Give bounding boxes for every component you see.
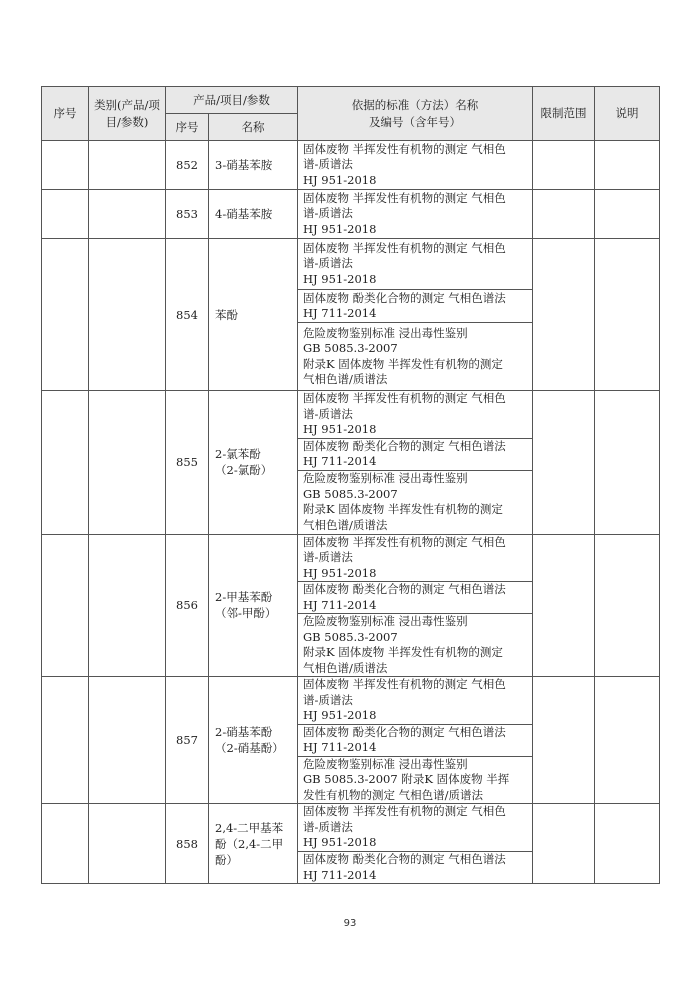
standard-line: 附录K 固体废物 半挥发性有机物的测定 — [303, 356, 503, 371]
cell-note — [595, 804, 660, 884]
standard-line: GB 5085.3-2007 — [303, 629, 398, 644]
standard-line: HJ 951-2018 — [303, 835, 377, 850]
cell-limit — [533, 804, 595, 884]
cell-seq — [42, 804, 89, 884]
table-row — [42, 534, 660, 582]
cell-category — [89, 391, 166, 535]
name-line: 苯酚 — [215, 307, 238, 322]
cell-name — [209, 141, 298, 190]
cell-standard — [298, 582, 533, 614]
cell-name — [209, 190, 298, 239]
standard-line: 危险废物鉴别标准 浸出毒性鉴别 — [303, 471, 468, 485]
standard-line: 固体废物 半挥发性有机物的测定 气相色 — [303, 141, 506, 156]
cell-seq — [42, 190, 89, 239]
cell-standard — [298, 534, 533, 582]
standard-line: HJ 951-2018 — [303, 565, 377, 580]
cell-standard — [298, 852, 533, 884]
standard-line: 气相色谱/质谱法 — [303, 372, 388, 386]
cell-limit — [533, 141, 595, 190]
standard-line: 危险废物鉴别标准 浸出毒性鉴别 — [303, 614, 468, 628]
standard-line: HJ 951-2018 — [303, 221, 377, 236]
cell-standard — [298, 141, 533, 190]
header-category-label: 类别(产品/项目/参数) — [94, 97, 160, 129]
header-standard-line1: 依据的标准（方法）名称 — [351, 97, 479, 112]
cell-seq — [42, 534, 89, 677]
header-standard-line2: 及编号（含年号） — [369, 114, 461, 129]
standard-line: 固体废物 酚类化合物的测定 气相色谱法 — [303, 582, 506, 596]
header-note: 说明 — [595, 87, 660, 141]
header-category — [89, 87, 166, 141]
cell-limit — [533, 391, 595, 535]
name-line: 2-甲基苯酚 — [215, 590, 273, 605]
header-limit: 限制范围 — [533, 87, 595, 141]
standard-line: 固体废物 半挥发性有机物的测定 气相色 — [303, 190, 506, 205]
cell-sub-seq: 856 — [166, 534, 209, 677]
cell-limit — [533, 534, 595, 677]
standard-line: HJ 951-2018 — [303, 708, 377, 722]
name-line: （邻-甲酚） — [215, 606, 277, 621]
table-row — [42, 391, 660, 439]
standard-line: GB 5085.3-2007 — [303, 486, 398, 501]
cell-note — [595, 190, 660, 239]
table-row — [42, 804, 660, 852]
name-line: （2-硝基酚） — [215, 741, 284, 755]
header-sub-seq: 序号 — [166, 114, 209, 141]
cell-standard — [298, 677, 533, 725]
cell-name — [209, 804, 298, 884]
cell-category — [89, 804, 166, 884]
cell-seq — [42, 677, 89, 804]
standard-line: 气相色谱/质谱法 — [303, 660, 388, 675]
standard-line: 发性有机物的测定 气相色谱/质谱法 — [303, 787, 484, 802]
cell-note — [595, 239, 660, 391]
standard-line: HJ 951-2018 — [303, 271, 377, 286]
standard-line: 固体废物 酚类化合物的测定 气相色谱法 — [303, 438, 506, 453]
cell-standard — [298, 239, 533, 290]
cell-sub-seq: 858 — [166, 804, 209, 884]
cell-note — [595, 677, 660, 804]
cell-sub-seq: 855 — [166, 391, 209, 535]
cell-note — [595, 141, 660, 190]
cell-standard — [298, 290, 533, 323]
standard-line: 谱-质谱法 — [303, 157, 353, 172]
cell-note — [595, 391, 660, 535]
name-line: 3-硝基苯胺 — [215, 158, 273, 172]
standard-line: 气相色谱/质谱法 — [303, 517, 388, 532]
standard-line: HJ 711-2014 — [303, 306, 377, 320]
name-line: （2-氯酚） — [215, 463, 273, 478]
standard-line: HJ 711-2014 — [303, 740, 377, 754]
standard-line: 附录K 固体废物 半挥发性有机物的测定 — [303, 645, 503, 659]
cell-note — [595, 534, 660, 677]
header-sub-name: 名称 — [209, 114, 298, 141]
cell-standard — [298, 438, 533, 470]
cell-standard — [298, 724, 533, 756]
cell-limit — [533, 190, 595, 239]
standard-line: 固体废物 半挥发性有机物的测定 气相色 — [303, 391, 506, 405]
table-row — [42, 677, 660, 725]
name-line: 酚（2,4-二甲 — [215, 836, 284, 851]
standard-line: HJ 711-2014 — [303, 867, 377, 882]
table-row — [42, 239, 660, 290]
standard-line: 危险废物鉴别标准 浸出毒性鉴别 — [303, 325, 468, 340]
standard-line: 固体废物 半挥发性有机物的测定 气相色 — [303, 677, 506, 691]
cell-standard — [298, 190, 533, 239]
name-line: 4-硝基苯胺 — [215, 207, 273, 221]
cell-seq — [42, 141, 89, 190]
standard-line: 固体废物 酚类化合物的测定 气相色谱法 — [303, 852, 506, 866]
cell-category — [89, 239, 166, 391]
cell-category — [89, 141, 166, 190]
cell-name — [209, 391, 298, 535]
standard-line: 附录K 固体废物 半挥发性有机物的测定 — [303, 502, 503, 516]
standard-line: HJ 951-2018 — [303, 422, 377, 436]
cell-limit — [533, 239, 595, 391]
cell-category — [89, 190, 166, 239]
standard-line: 谱-质谱法 — [303, 819, 353, 834]
cell-limit — [533, 677, 595, 804]
cell-sub-seq: 854 — [166, 239, 209, 391]
standard-line: 谱-质谱法 — [303, 406, 353, 421]
cell-name — [209, 239, 298, 391]
page-number: 93 — [343, 918, 357, 929]
cell-standard — [298, 391, 533, 439]
standard-line: 危险废物鉴别标准 浸出毒性鉴别 — [303, 756, 468, 771]
cell-name — [209, 677, 298, 804]
cell-name — [209, 534, 298, 677]
name-line: 2-氯苯酚 — [215, 447, 261, 462]
name-line: 2,4-二甲基苯 — [215, 820, 284, 835]
header-seq: 序号 — [42, 87, 89, 141]
table-row — [42, 190, 660, 239]
standard-line: 固体废物 酚类化合物的测定 气相色谱法 — [303, 290, 506, 305]
name-line: 2-硝基苯酚 — [215, 725, 273, 739]
standard-line: 谱-质谱法 — [303, 206, 353, 221]
cell-standard — [298, 614, 533, 677]
standard-line: 谱-质谱法 — [303, 550, 353, 564]
standard-line: GB 5085.3-2007 — [303, 341, 398, 355]
header-product-group: 产品/项目/参数 — [166, 87, 298, 114]
cell-standard — [298, 470, 533, 534]
cell-seq — [42, 239, 89, 391]
standard-line: HJ 711-2014 — [303, 597, 377, 612]
cell-standard — [298, 804, 533, 852]
cell-sub-seq: 853 — [166, 190, 209, 239]
standard-line: HJ 951-2018 — [303, 172, 377, 187]
standard-line: 谱-质谱法 — [303, 256, 353, 271]
standard-line: 固体废物 酚类化合物的测定 气相色谱法 — [303, 724, 506, 739]
cell-sub-seq: 852 — [166, 141, 209, 190]
standard-line: 固体废物 半挥发性有机物的测定 气相色 — [303, 804, 506, 819]
standard-line: GB 5085.3-2007 附录K 固体废物 半挥 — [303, 772, 510, 786]
table-row — [42, 141, 660, 190]
header-standard — [298, 87, 533, 141]
standard-line: HJ 711-2014 — [303, 454, 377, 468]
cell-category — [89, 677, 166, 804]
cell-standard — [298, 323, 533, 391]
cell-category — [89, 534, 166, 677]
cell-sub-seq: 857 — [166, 677, 209, 804]
cell-seq — [42, 391, 89, 535]
standards-table — [41, 86, 660, 884]
standard-line: 固体废物 半挥发性有机物的测定 气相色 — [303, 240, 506, 255]
name-line: 酚） — [215, 852, 238, 867]
standard-line: 谱-质谱法 — [303, 692, 353, 707]
standard-line: 固体废物 半挥发性有机物的测定 气相色 — [303, 534, 506, 549]
cell-standard — [298, 756, 533, 804]
